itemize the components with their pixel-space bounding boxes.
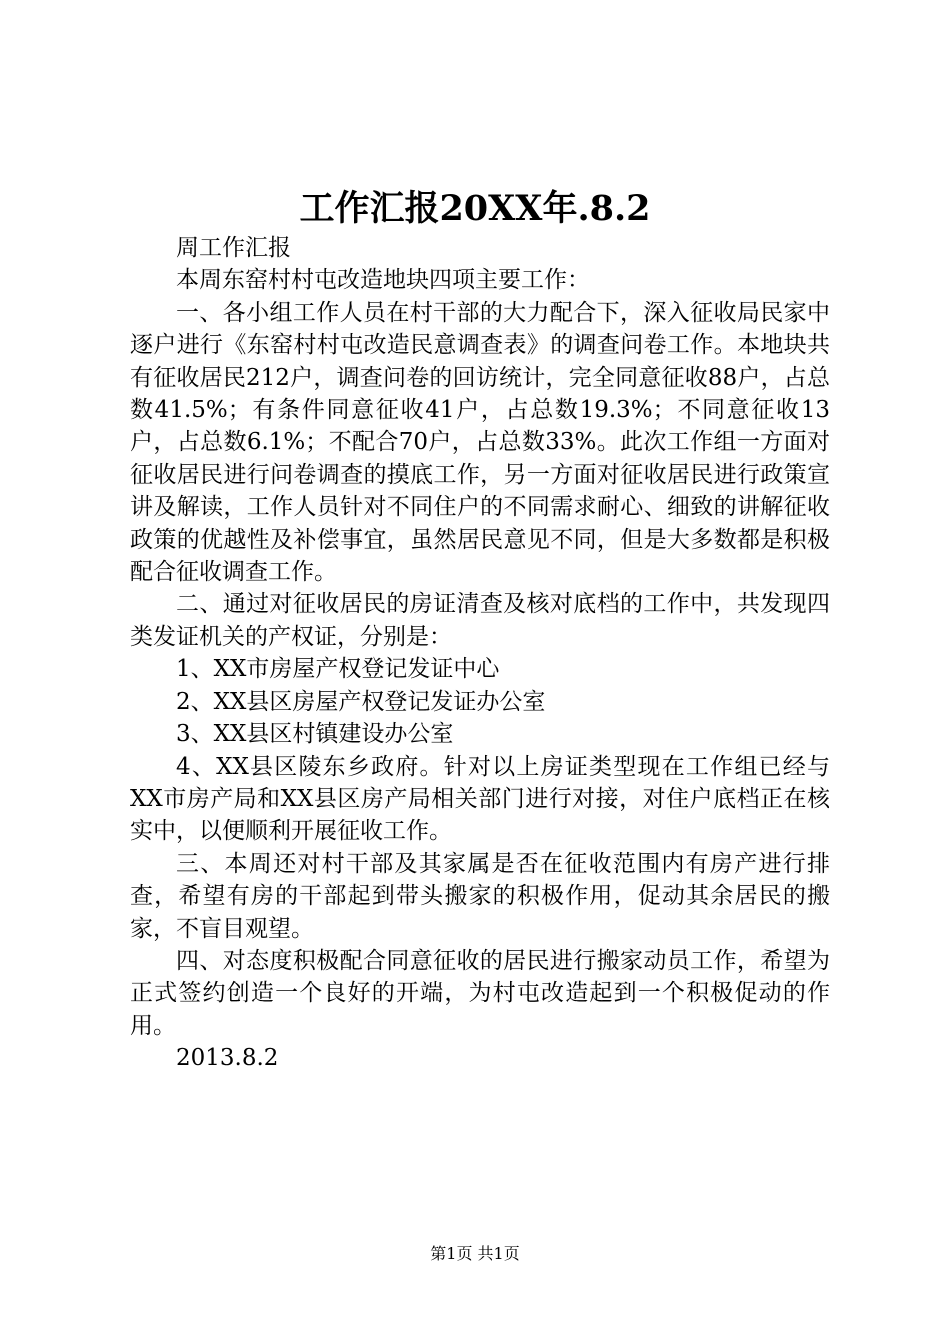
paragraph-item-one: 一、各小组工作人员在村干部的大力配合下，深入征收局民家中逐户进行《东窑村村屯改造民意调查表》的调查问卷工作。本地块共有征收居民212户，调查问卷的回访统计，完全同意征收88户，占总数41.5%；有条件同意征收41户，占总数19.3%；不同意征收13户，占总数6.1%；不配合70户，占总数33%。此次工作组一方面对征收居民进行问卷调查的摸底工作，另一方面对征收居民进行政策宣讲及解读，工作人员针对不同住户的不同需求耐心、细致的讲解征收政策的优越性及补偿事宜，虽然居民意见不同，但是大多数都是积极配合征收调查工作。	[130, 299, 830, 586]
document-body	[130, 232, 830, 1075]
paragraph-list-2: 2、XX县区房屋产权登记发证办公室	[176, 688, 546, 715]
paragraph-subtitle: 周工作汇报	[176, 235, 291, 261]
paragraph-item-two: 二、通过对征收居民的房证清查及核对底档的工作中，共发现四类发证机关的产权证，分别是：	[130, 591, 830, 650]
paragraph-list-3: 3、XX县区村镇建设办公室	[176, 721, 454, 748]
paragraph-intro: 本周东窑村村屯改造地块四项主要工作：	[176, 267, 590, 294]
paragraph-date: 2013.8.2	[176, 1045, 279, 1072]
paragraph-list-1: 1、XX市房屋产权登记发证中心	[176, 656, 500, 683]
paragraph-item-three: 三、本周还对村干部及其家属是否在征收范围内有房产进行排查，希望有房的干部起到带头搬家的积极作用，促动其余居民的搬家，不盲目观望。	[130, 850, 830, 942]
document-title: 工作汇报20XX年.8.2	[299, 188, 651, 229]
paragraph-item-four: 四、对态度积极配合同意征收的居民进行搬家动员工作，希望为正式签约创造一个良好的开端，为村屯改造起到一个积极促动的作用。	[130, 947, 830, 1039]
page-footer: 第1页 共1页	[430, 1244, 520, 1263]
paragraph-list-4: 4、XX县区陵东乡政府。针对以上房证类型现在工作组已经与XX市房产局和XX县区房产局相关部门进行对接，对住户底档正在核实中，以便顺利开展征收工作。	[130, 753, 830, 845]
